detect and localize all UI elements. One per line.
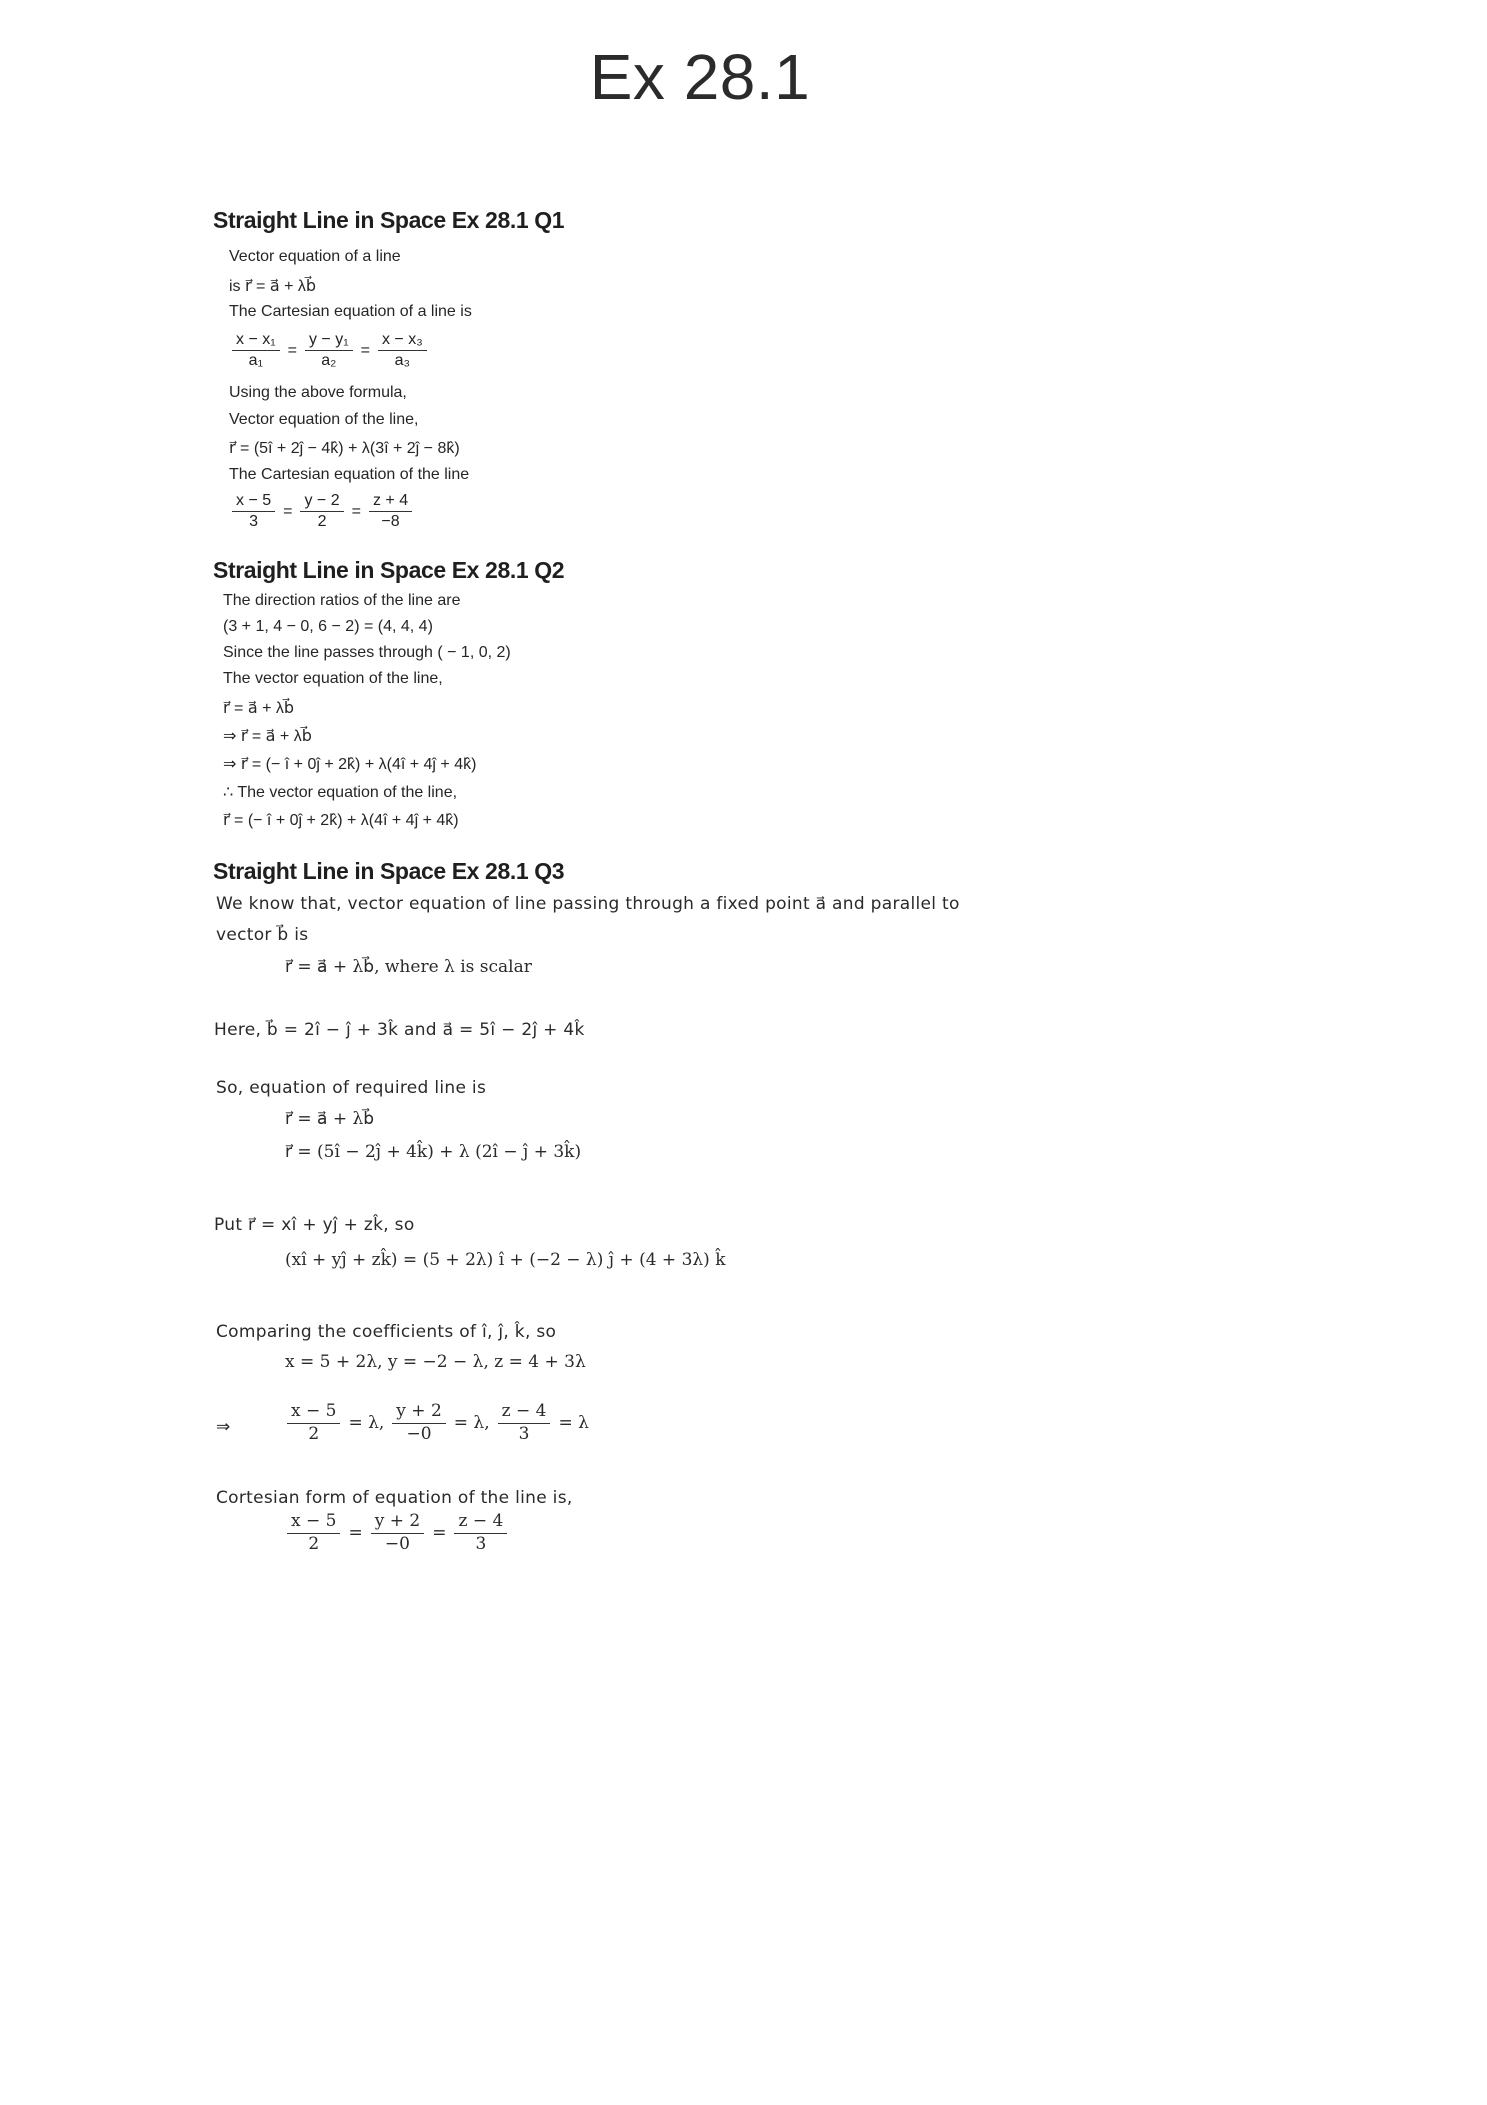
fraction xyxy=(287,1402,340,1444)
q2-line-6: ⇒ r⃗ = a⃗ + λb⃗ xyxy=(223,728,312,745)
equals-sign: = xyxy=(360,341,370,359)
numerator: x − x₃ xyxy=(378,331,427,351)
denominator: a₁ xyxy=(248,352,263,370)
fraction xyxy=(378,331,427,371)
q3-line-8: Put r⃗ = xî + yĵ + zk̂, so xyxy=(214,1215,415,1235)
q2-heading: Straight Line in Space Ex 28.1 Q2 xyxy=(213,557,565,583)
numerator: x − 5 xyxy=(287,1402,340,1424)
q3-line-10: Comparing the coefficients of î, ĵ, k̂, so xyxy=(216,1322,557,1342)
q1-line-1: Vector equation of a line xyxy=(229,248,401,265)
q3-line-4: Here, b⃗ = 2î − ĵ + 3k̂ and a⃗ = 5î − 2ĵ + 4k̂ xyxy=(214,1020,585,1040)
q2-line-5: r⃗ = a⃗ + λb⃗ xyxy=(223,700,295,717)
q1-line-5: Vector equation of the line, xyxy=(229,411,419,428)
denominator: 3 xyxy=(249,513,259,531)
q3-fraction-equations xyxy=(283,1402,593,1444)
q1-cartesian-answer xyxy=(228,492,416,532)
q3-line-5: So, equation of required line is xyxy=(216,1078,487,1098)
q3-heading: Straight Line in Space Ex 28.1 Q3 xyxy=(213,858,565,884)
lambda-equals: = λ, xyxy=(348,1413,385,1434)
q2-line-8: ∴ The vector equation of the line, xyxy=(223,784,458,801)
fraction xyxy=(371,1512,424,1554)
equals-sign: = xyxy=(351,502,361,520)
q3-line-7: r⃗ = (5î − 2ĵ + 4k̂) + λ (2î − ĵ + 3k̂) xyxy=(285,1142,582,1162)
fraction xyxy=(498,1402,551,1444)
q3-line-1: We know that, vector equation of line passing through a fixed point a⃗ and parallel to xyxy=(216,894,960,914)
equals-sign: = xyxy=(287,341,297,359)
implies-arrow: ⇒ xyxy=(216,1417,231,1437)
q1-line-7: The Cartesian equation of the line xyxy=(229,466,470,483)
q3-line-6: r⃗ = a⃗ + λb⃗ xyxy=(285,1109,375,1129)
q2-line-3: Since the line passes through ( − 1, 0, 2) xyxy=(223,644,511,661)
fraction xyxy=(454,1512,507,1554)
fraction xyxy=(305,331,353,371)
denominator: a₂ xyxy=(321,352,337,370)
numerator: y − y₁ xyxy=(305,331,353,351)
q1-cartesian-formula xyxy=(228,331,431,371)
denominator: −0 xyxy=(406,1423,432,1444)
fraction xyxy=(369,492,412,532)
q1-line-6: r⃗ = (5î + 2ĵ − 4k̂) + λ(3î + 2ĵ − 8k̂) xyxy=(229,440,460,457)
page-title: Ex 28.1 xyxy=(589,41,811,113)
q3-line-11: x = 5 + 2λ, y = −2 − λ, z = 4 + 3λ xyxy=(285,1352,586,1372)
q1-line-2: is r⃗ = a⃗ + λb⃗ xyxy=(229,278,317,295)
numerator: y + 2 xyxy=(371,1512,424,1534)
numerator: x − 5 xyxy=(232,492,275,512)
denominator: 2 xyxy=(317,513,327,531)
lambda-equals-end: = λ xyxy=(558,1413,589,1434)
q1-heading: Straight Line in Space Ex 28.1 Q1 xyxy=(213,207,565,233)
denominator: 3 xyxy=(518,1423,530,1444)
fraction xyxy=(287,1512,340,1554)
denominator: 2 xyxy=(308,1533,320,1554)
denominator: −8 xyxy=(381,513,400,531)
equals-sign: = xyxy=(348,1523,363,1544)
denominator: 3 xyxy=(475,1533,487,1554)
fraction xyxy=(392,1402,445,1444)
numerator: y − 2 xyxy=(300,492,343,512)
q3-line-3: r⃗ = a⃗ + λb⃗, where λ is scalar xyxy=(285,957,532,977)
q1-line-4: Using the above formula, xyxy=(229,384,407,401)
fraction xyxy=(232,331,280,371)
equals-sign: = xyxy=(432,1523,447,1544)
q3-line-12: Cortesian form of equation of the line is, xyxy=(216,1488,573,1508)
q3-cartesian-answer xyxy=(283,1512,511,1554)
q2-line-1: The direction ratios of the line are xyxy=(223,592,461,609)
q2-line-9: r⃗ = (− î + 0ĵ + 2k̂) + λ(4î + 4ĵ + 4k̂) xyxy=(223,812,459,829)
numerator: z + 4 xyxy=(369,492,412,512)
q2-line-2: (3 + 1, 4 − 0, 6 − 2) = (4, 4, 4) xyxy=(223,618,433,635)
numerator: y + 2 xyxy=(392,1402,445,1424)
numerator: z − 4 xyxy=(454,1512,507,1534)
denominator: a₃ xyxy=(394,352,411,370)
q3-line-2: vector b⃗ is xyxy=(216,925,309,945)
q2-line-4: The vector equation of the line, xyxy=(223,670,443,687)
fraction xyxy=(300,492,343,532)
equals-sign: = xyxy=(283,502,293,520)
denominator: 2 xyxy=(308,1423,320,1444)
lambda-equals: = λ, xyxy=(453,1413,490,1434)
numerator: x − x₁ xyxy=(232,331,280,351)
fraction xyxy=(232,492,275,532)
q1-line-3: The Cartesian equation of a line is xyxy=(229,303,472,320)
denominator: −0 xyxy=(384,1533,410,1554)
numerator: x − 5 xyxy=(287,1512,340,1534)
q3-line-9: (xî + yĵ + zk̂) = (5 + 2λ) î + (−2 − λ) ĵ + (4 + 3λ) k̂ xyxy=(285,1250,726,1270)
q2-line-7: ⇒ r⃗ = (− î + 0ĵ + 2k̂) + λ(4î + 4ĵ + 4k̂) xyxy=(223,756,477,773)
numerator: z − 4 xyxy=(498,1402,551,1424)
